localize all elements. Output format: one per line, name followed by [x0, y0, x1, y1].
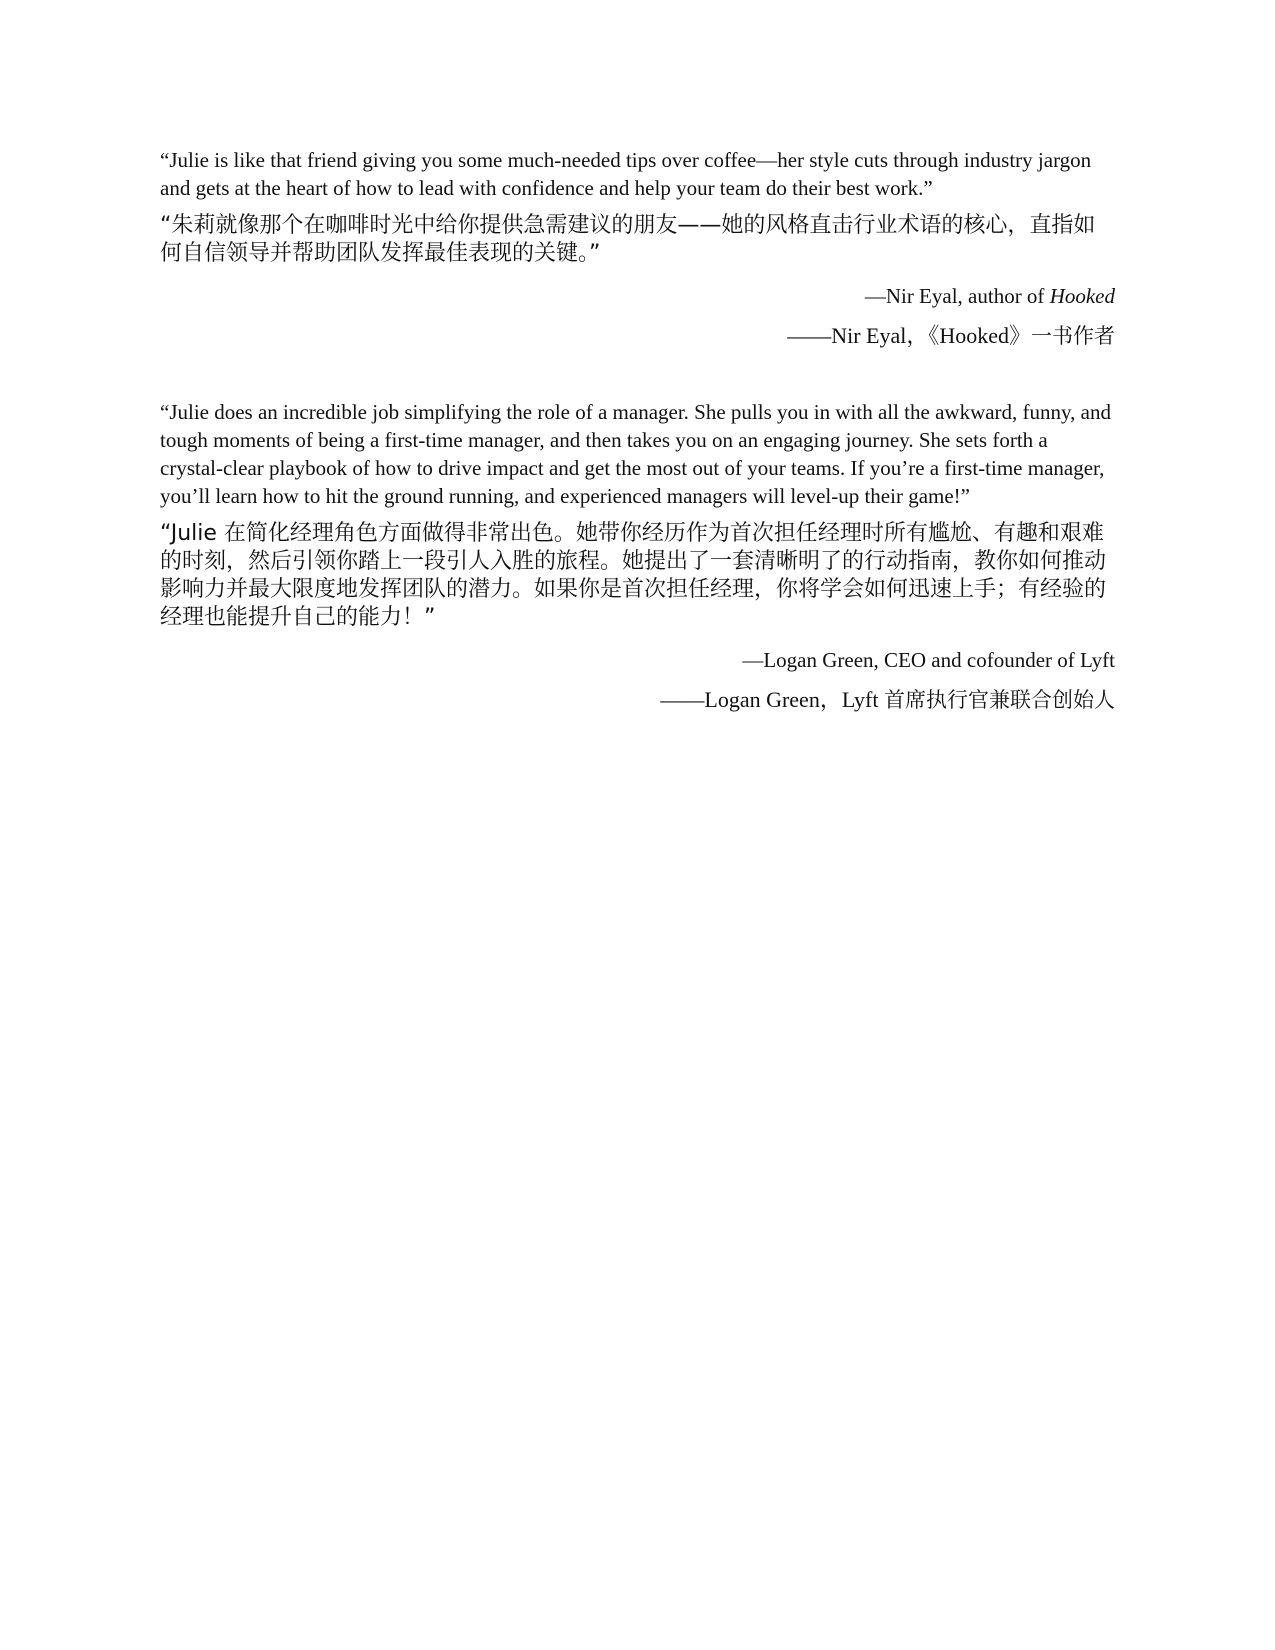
attribution-english: —Logan Green, CEO and cofounder of Lyft — [742, 648, 1115, 672]
attribution-chinese-suffix: 首席执行官兼联合创始人 — [884, 688, 1115, 712]
book-title: Hooked — [1049, 284, 1115, 308]
attribution-chinese — [160, 322, 1115, 350]
attribution-english-prefix: —Nir Eyal, author of — [864, 284, 1050, 308]
quote-chinese-text: “Julie 在简化经理角色方面做得非常出色。她带你经历作为首次担任经理时所有尴尬、有趣和艰难的时刻，然后引领你踏上一段引人入胜的旅程。她提出了一套清晰明了的行动指南，教你如何推动影响力并最大限度地发挥团队的潜力。如果你是首次担任经理，你将学会如何迅速上手；有经验的经理也能提升自己的能力！” — [160, 521, 1107, 630]
quote-english-text: “Julie does an incredible job simplifying the role of a manager. She pulls you in with all the awkward, funny, and tough moments of being a first-time manager, and then takes you on an engaging journey. She sets forth a crystal-clear playbook of how to drive impact and get the most out of your teams. If you’re a first-time manager, you’ll learn how to hit the ground running, and experienced managers will level-up their game!” — [160, 400, 1111, 508]
quote-block-logan-green — [160, 398, 1115, 714]
attribution-english — [160, 282, 1115, 310]
document-page — [160, 146, 1115, 714]
section-spacer — [160, 350, 1115, 398]
attribution-chinese-prefix: ——Logan Green，Lyft — [660, 687, 884, 712]
attribution-chinese-suffix: 一书作者 — [1031, 324, 1115, 348]
attribution-chinese-prefix: ——Nir Eyal，《Hooked》 — [787, 323, 1031, 348]
attribution-chinese — [160, 686, 1115, 714]
quote-chinese-text: “朱莉就像那个在咖啡时光中给你提供急需建议的朋友——她的风格直击行业术语的核心，直指如何自信领导并帮助团队发挥最佳表现的关键。” — [160, 213, 1096, 266]
quote-block-nir-eyal — [160, 146, 1115, 350]
quote-english-text: “Julie is like that friend giving you some much-needed tips over coffee—her style cuts through industry jargon and gets at the heart of how to lead with confidence and help your team do their best work.” — [160, 148, 1092, 200]
